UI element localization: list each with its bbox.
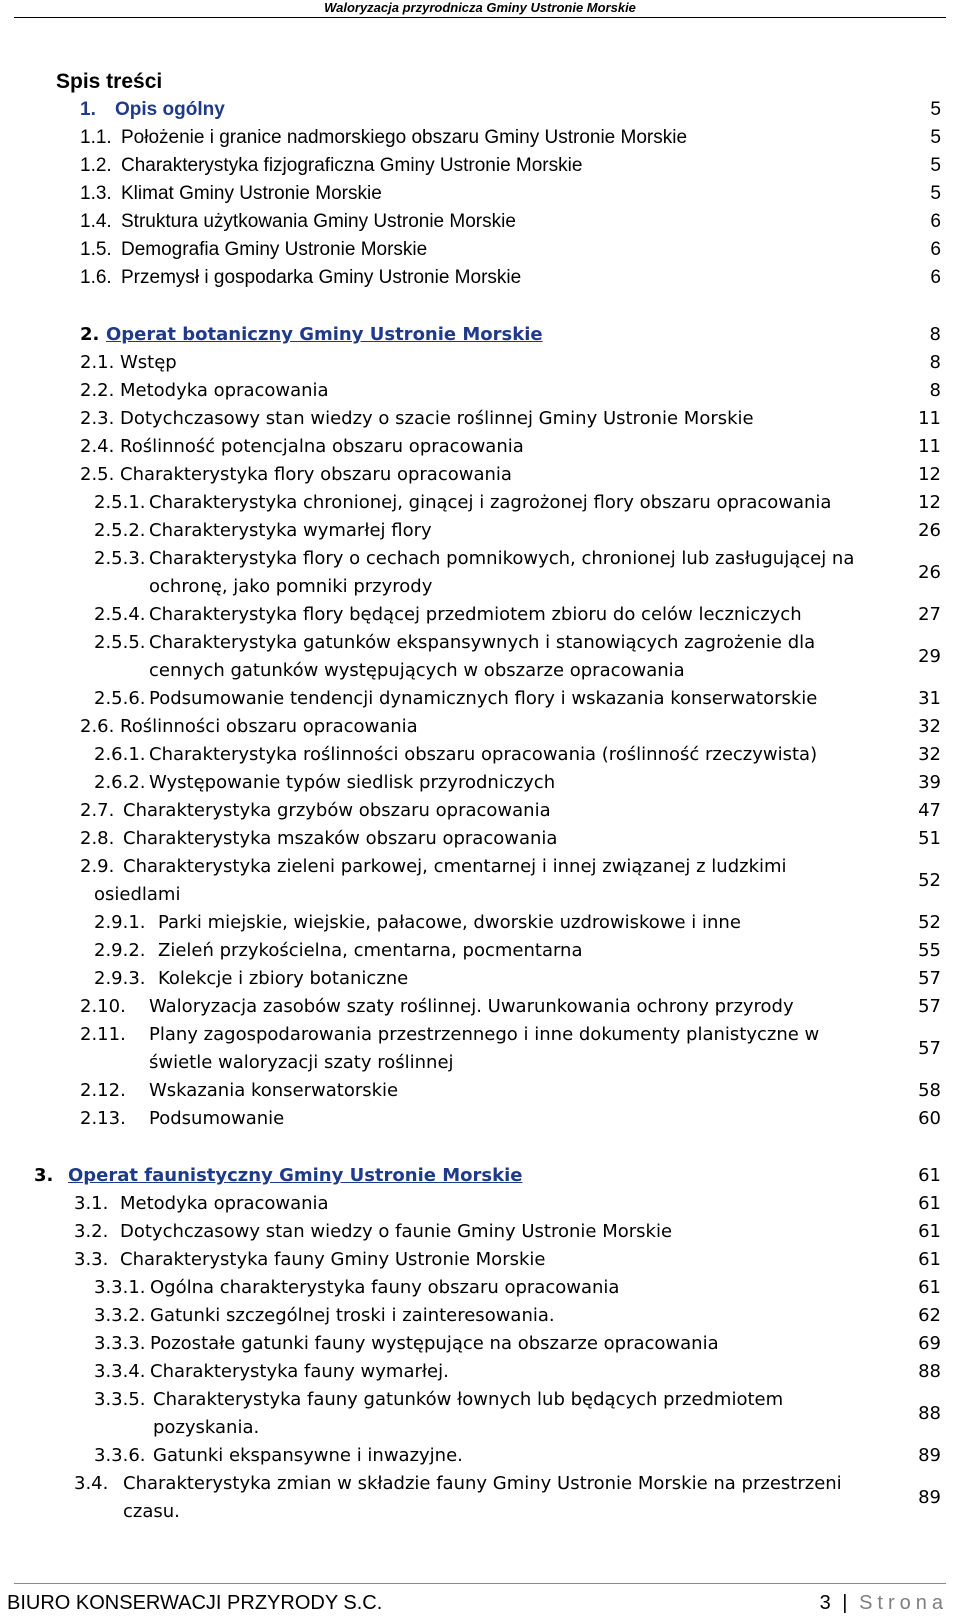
entry-number: 1. <box>80 99 96 120</box>
entry-number: 1.2. <box>80 155 112 176</box>
entry-label[interactable]: Występowanie typów siedlisk przyrodniczych <box>149 772 556 793</box>
entry-label[interactable]: Zieleń przykościelna, cmentarna, pocmentarna <box>158 940 583 961</box>
entry-label[interactable]: Parki miejskie, wiejskie, pałacowe, dworskie uzdrowiskowe i inne <box>158 912 741 933</box>
entry-number: 3.3.2. <box>94 1305 146 1326</box>
entry-page: 52 <box>918 870 941 891</box>
entry-label[interactable]: Charakterystyka grzybów obszaru opracowania <box>123 800 551 821</box>
entry-number: 1.3. <box>80 183 112 204</box>
entry-label[interactable]: Ogólna charakterystyka fauny obszaru opracowania <box>150 1277 620 1298</box>
entry-number: 2.5.4. <box>94 604 146 625</box>
page-number: 3 <box>819 1592 831 1614</box>
entry-page: 29 <box>918 646 941 667</box>
entry-label[interactable]: Pozostałe gatunki fauny występujące na obszarze opracowania <box>150 1333 719 1354</box>
entry-number: 3.3.6. <box>94 1445 146 1466</box>
entry-number: 3.3.3. <box>94 1333 146 1354</box>
entry-number: 3.3. <box>74 1249 109 1270</box>
entry-number: 1.5. <box>80 239 112 260</box>
entry-label[interactable]: Roślinność potencjalna obszaru opracowania <box>120 436 524 457</box>
entry-page: 6 <box>930 239 941 260</box>
entry-page: 6 <box>930 267 941 288</box>
entry-number: 3.1. <box>74 1193 109 1214</box>
entry-number: 2.12. <box>80 1080 126 1101</box>
entry-number: 2.2. <box>80 380 115 401</box>
entry-label[interactable]: Charakterystyka fauny gatunków łownych lub będących przedmiotem <box>153 1389 784 1410</box>
entry-label[interactable]: Gatunki ekspansywne i inwazyjne. <box>153 1445 463 1466</box>
entry-number: 2.1. <box>80 352 115 373</box>
footer-separator: | <box>842 1592 848 1614</box>
entry-number: 2.9.2. <box>94 940 146 961</box>
entry-page: 11 <box>918 436 941 457</box>
entry-label[interactable]: Gatunki szczególnej troski i zainteresowania. <box>150 1305 555 1326</box>
entry-page: 26 <box>918 520 941 541</box>
entry-number: 2.9. <box>80 856 115 877</box>
entry-page: 62 <box>918 1305 941 1326</box>
entry-page: 61 <box>918 1277 941 1298</box>
entry-number: 2.3. <box>80 408 115 429</box>
entry-label[interactable]: Charakterystyka fizjograficzna Gminy Ustronie Morskie <box>121 155 583 176</box>
entry-number: 2.8. <box>80 828 115 849</box>
entry-page: 6 <box>930 211 941 232</box>
entry-label[interactable]: Demografia Gminy Ustronie Morskie <box>121 239 428 260</box>
entry-page: 5 <box>930 183 941 204</box>
entry-page: 27 <box>918 604 941 625</box>
entry-page: 31 <box>918 688 941 709</box>
entry-page: 57 <box>918 1038 941 1059</box>
entry-page: 58 <box>918 1080 941 1101</box>
entry-label-continued[interactable]: osiedlami <box>94 884 181 905</box>
entry-number: 3.4. <box>74 1473 109 1494</box>
entry-number: 2.4. <box>80 436 115 457</box>
entry-label[interactable]: Dotychczasowy stan wiedzy o faunie Gminy Ustronie Morskie <box>120 1221 673 1242</box>
entry-label-continued[interactable]: świetle waloryzacji szaty roślinnej <box>149 1052 454 1073</box>
entry-page: 88 <box>918 1361 941 1382</box>
entry-label[interactable]: Charakterystyka mszaków obszaru opracowania <box>123 828 558 849</box>
entry-label-continued[interactable]: ochronę, jako pomniki przyrody <box>149 576 433 597</box>
entry-page: 55 <box>918 940 941 961</box>
entry-page: 5 <box>930 155 941 176</box>
entry-label[interactable]: Operat faunistyczny Gminy Ustronie Morskie <box>68 1165 523 1186</box>
entry-page: 61 <box>918 1165 941 1186</box>
entry-page: 61 <box>918 1221 941 1242</box>
entry-number: 3.3.4. <box>94 1361 146 1382</box>
entry-label[interactable]: Charakterystyka wymarłej flory <box>149 520 432 541</box>
entry-label[interactable]: Wskazania konserwatorskie <box>149 1080 399 1101</box>
entry-label[interactable]: Charakterystyka zmian w składzie fauny Gminy Ustronie Morskie na przestrzeni <box>123 1473 842 1494</box>
entry-page: 12 <box>918 492 941 513</box>
running-header: Waloryzacja przyrodnicza Gminy Ustronie Morskie <box>324 0 636 15</box>
entry-label[interactable]: Charakterystyka zieleni parkowej, cmentarnej i innej związanej z ludzkimi <box>123 856 787 877</box>
entry-page: 11 <box>918 408 941 429</box>
entry-page: 47 <box>918 800 941 821</box>
entry-number: 2.5.6. <box>94 688 146 709</box>
entry-label[interactable]: Operat botaniczny Gminy Ustronie Morskie <box>106 324 543 345</box>
entry-page: 60 <box>918 1108 941 1129</box>
entry-number: 2.10. <box>80 996 126 1017</box>
entry-number: 2.9.3. <box>94 968 146 989</box>
entry-page: 51 <box>918 828 941 849</box>
entry-label[interactable]: Przemysł i gospodarka Gminy Ustronie Morskie <box>121 267 522 288</box>
entry-number: 3.3.5. <box>94 1389 146 1410</box>
entry-page: 8 <box>929 324 941 345</box>
page-word: Strona <box>859 1592 948 1614</box>
entry-number: 2.5. <box>80 464 115 485</box>
entry-number: 2.5.2. <box>94 520 146 541</box>
entry-page: 5 <box>930 99 941 120</box>
entry-label[interactable]: Położenie i granice nadmorskiego obszaru Gminy Ustronie Morskie <box>121 127 688 148</box>
entry-page: 12 <box>918 464 941 485</box>
entry-page: 52 <box>918 912 941 933</box>
footer-page-indicator <box>820 1592 948 1615</box>
footer-company: BIURO KONSERWACJI PRZYRODY S.C. <box>7 1592 383 1614</box>
entry-page: 5 <box>930 127 941 148</box>
entry-label[interactable]: Charakterystyka flory będącej przedmiotem zbioru do celów leczniczych <box>149 604 802 625</box>
entry-page: 8 <box>929 352 941 373</box>
footer-rule <box>14 1583 946 1584</box>
entry-label[interactable]: Charakterystyka chronionej, ginącej i zagrożonej flory obszaru opracowania <box>149 492 832 513</box>
toc-title: Spis treści <box>56 70 163 93</box>
entry-label[interactable]: Metodyka opracowania <box>120 380 329 401</box>
entry-number: 3.3.1. <box>94 1277 146 1298</box>
entry-number: 2.6.2. <box>94 772 146 793</box>
entry-number: 1.1. <box>80 127 112 148</box>
entry-page: 89 <box>918 1487 941 1508</box>
entry-number: 2.6.1. <box>94 744 146 765</box>
entry-label[interactable]: Wstęp <box>120 352 177 373</box>
entry-label[interactable]: Kolekcje i zbiory botaniczne <box>158 968 409 989</box>
entry-page: 26 <box>918 562 941 583</box>
entry-page: 32 <box>918 716 941 737</box>
entry-page: 61 <box>918 1249 941 1270</box>
entry-number: 1.4. <box>80 211 112 232</box>
entry-label[interactable]: Charakterystyka flory obszaru opracowania <box>120 464 512 485</box>
entry-label[interactable]: Charakterystyka roślinności obszaru opracowania (roślinność rzeczywista) <box>149 744 818 765</box>
entry-label[interactable]: Charakterystyka fauny wymarłej. <box>150 1361 449 1382</box>
entry-page: 69 <box>918 1333 941 1354</box>
entry-number: 2.6. <box>80 716 115 737</box>
entry-number: 1.6. <box>80 267 112 288</box>
entry-label-continued[interactable]: czasu. <box>123 1501 180 1522</box>
entry-page: 89 <box>918 1445 941 1466</box>
entry-label[interactable]: Metodyka opracowania <box>120 1193 329 1214</box>
entry-label[interactable]: Roślinności obszaru opracowania <box>120 716 418 737</box>
entry-label[interactable]: Struktura użytkowania Gminy Ustronie Morskie <box>121 211 516 232</box>
entry-number: 3.2. <box>74 1221 109 1242</box>
entry-page: 61 <box>918 1193 941 1214</box>
entry-page: 8 <box>929 380 941 401</box>
entry-label[interactable]: Waloryzacja zasobów szaty roślinnej. Uwarunkowania ochrony przyrody <box>149 996 794 1017</box>
entry-label-continued[interactable]: pozyskania. <box>153 1417 260 1438</box>
entry-number: 3. <box>34 1165 54 1186</box>
header-rule <box>14 17 946 18</box>
entry-number: 2.11. <box>80 1024 126 1045</box>
entry-number: 2.5.3. <box>94 548 146 569</box>
entry-page: 57 <box>918 968 941 989</box>
entry-number: 2.7. <box>80 800 115 821</box>
entry-number: 2.9.1. <box>94 912 146 933</box>
entry-number: 2. <box>80 324 100 345</box>
entry-label[interactable]: Klimat Gminy Ustronie Morskie <box>121 183 382 204</box>
entry-label[interactable]: Opis ogólny <box>115 99 225 120</box>
entry-label[interactable]: Charakterystyka gatunków ekspansywnych i stanowiących zagrożenie dla <box>149 632 816 653</box>
entry-number: 2.5.5. <box>94 632 146 653</box>
entry-label[interactable]: Charakterystyka fauny Gminy Ustronie Morskie <box>120 1249 546 1270</box>
entry-number: 2.13. <box>80 1108 126 1129</box>
entry-label[interactable]: Plany zagospodarowania przestrzennego i inne dokumenty planistyczne w <box>149 1024 820 1045</box>
entry-label-continued[interactable]: cennych gatunków występujących w obszarze opracowania <box>149 660 685 681</box>
entry-label[interactable]: Charakterystyka flory o cechach pomnikowych, chronionej lub zasługującej na <box>149 548 855 569</box>
entry-label[interactable]: Podsumowanie tendencji dynamicznych flory i wskazania konserwatorskie <box>149 688 818 709</box>
entry-label[interactable]: Dotychczasowy stan wiedzy o szacie roślinnej Gminy Ustronie Morskie <box>120 408 754 429</box>
entry-label[interactable]: Podsumowanie <box>149 1108 285 1129</box>
entry-page: 32 <box>918 744 941 765</box>
entry-number: 2.5.1. <box>94 492 146 513</box>
entry-page: 57 <box>918 996 941 1017</box>
entry-page: 88 <box>918 1403 941 1424</box>
entry-page: 39 <box>918 772 941 793</box>
